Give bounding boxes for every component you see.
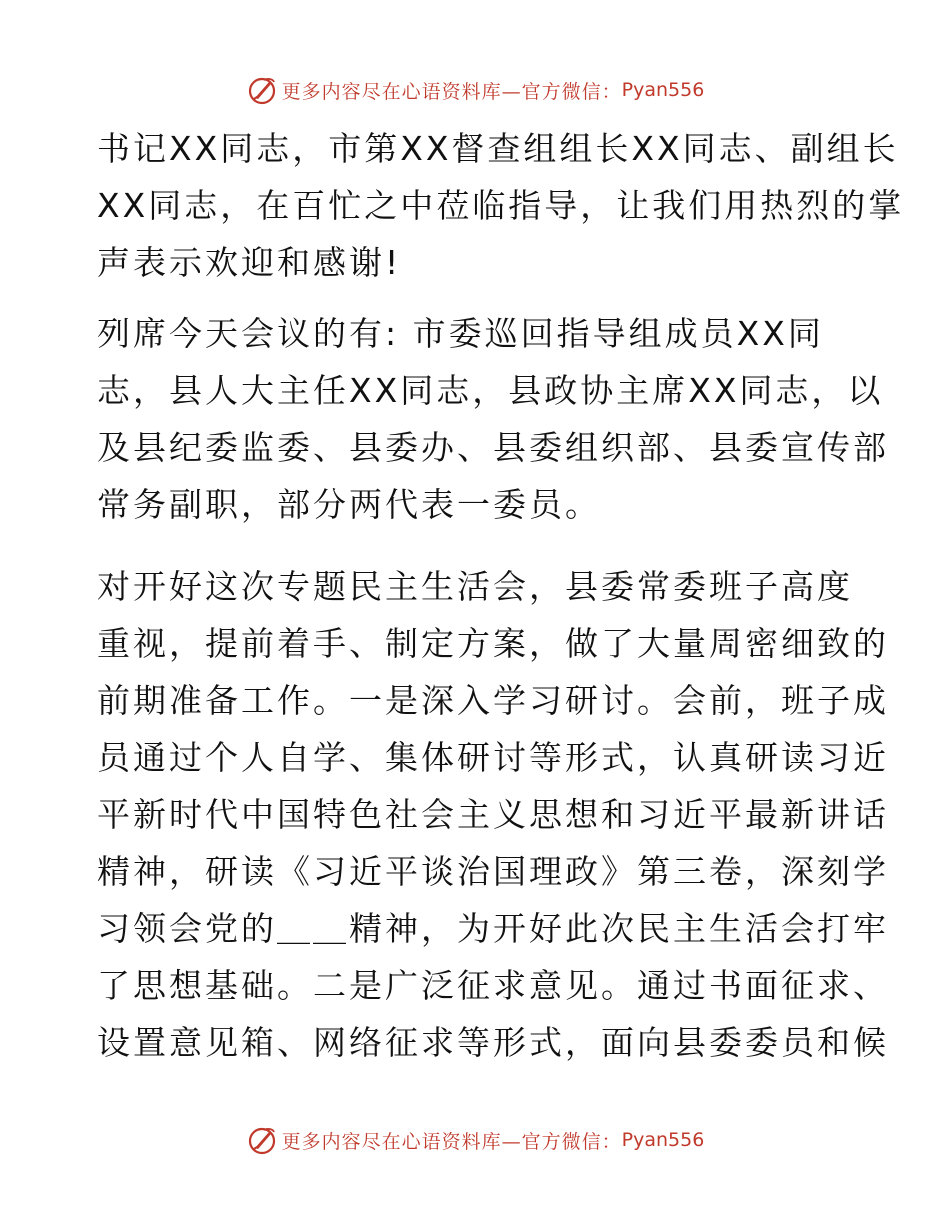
watermark-brand: Pyan556 (621, 79, 705, 101)
text-line: 声表示欢迎和感谢! (97, 243, 402, 282)
text-line: 及县纪委监委、县委办、县委组织部、县委宣传部 (97, 428, 889, 467)
watermark-text: 更多内容尽在心语资料库—官方微信： (281, 80, 622, 103)
text-line: 书记XX同志，市第XX督查组组长XX同志、副组长 (97, 129, 899, 168)
text-line: 设置意见箱、网络征求等形式，面向县委委员和候 (97, 1023, 889, 1062)
header-watermark (0, 70, 950, 110)
text-line: 精神，研读《习近平谈治国理政》第三卷，深刻学 (97, 852, 889, 891)
text-line: 志，县人大主任XX同志，县政协主席XX同志，以 (97, 371, 884, 410)
text-line: 重视，提前着手、制定方案，做了大量周密细致的 (97, 624, 889, 663)
watermark-brand: Pyan556 (621, 1129, 705, 1151)
paragraph-1 (97, 120, 905, 291)
text-line: XX同志，在百忙之中莅临指导，让我们用热烈的掌 (97, 186, 905, 225)
quill-logo-icon (246, 1124, 278, 1156)
watermark-text: 更多内容尽在心语资料库—官方微信： (281, 1130, 622, 1153)
text-line: 前期准备工作。一是深入学习研讨。会前，班子成 (97, 681, 889, 720)
paragraph-3 (97, 558, 889, 1071)
footer-watermark (0, 1120, 950, 1160)
document-body (97, 120, 905, 1071)
text-line: 常务副职，部分两代表一委员。 (97, 485, 601, 524)
quill-logo-icon (246, 74, 278, 106)
text-line: 平新时代中国特色社会主义思想和习近平最新讲话 (97, 795, 889, 834)
text-line: 列席今天会议的有: 市委巡回指导组成员XX同 (97, 314, 824, 353)
text-line: 习领会党的＿＿精神，为开好此次民主生活会打牢 (97, 909, 889, 948)
paragraph-2 (97, 305, 889, 533)
text-line: 了思想基础。二是广泛征求意见。通过书面征求、 (97, 966, 889, 1005)
text-line: 对开好这次专题民主生活会，县委常委班子高度 (97, 567, 853, 606)
text-line: 员通过个人自学、集体研讨等形式，认真研读习近 (97, 738, 889, 777)
